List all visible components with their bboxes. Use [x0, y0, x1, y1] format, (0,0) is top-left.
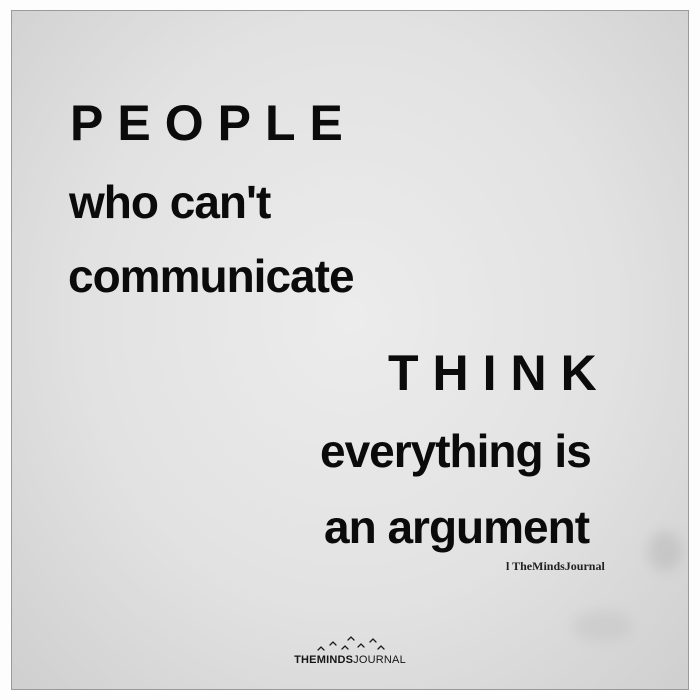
logo-suffix: JOURNAL — [353, 654, 406, 666]
brand-logo — [0, 650, 700, 668]
texture-smudge — [572, 611, 632, 641]
logo-prefix: THE — [294, 654, 317, 666]
quote-line-think: THINK — [388, 345, 611, 401]
quote-line-communicate: communicate — [68, 250, 354, 302]
quote-line-who-cant: who can't — [69, 176, 271, 228]
quote-line-everything-is: everything is — [320, 425, 591, 477]
quote-line-an-argument: an argument — [324, 501, 590, 553]
logo-middle: MINDS — [316, 654, 354, 666]
texture-smudge — [648, 531, 682, 571]
quote-line-people: PEOPLE — [70, 95, 357, 151]
credit-text: l TheMindsJournal — [506, 559, 605, 573]
